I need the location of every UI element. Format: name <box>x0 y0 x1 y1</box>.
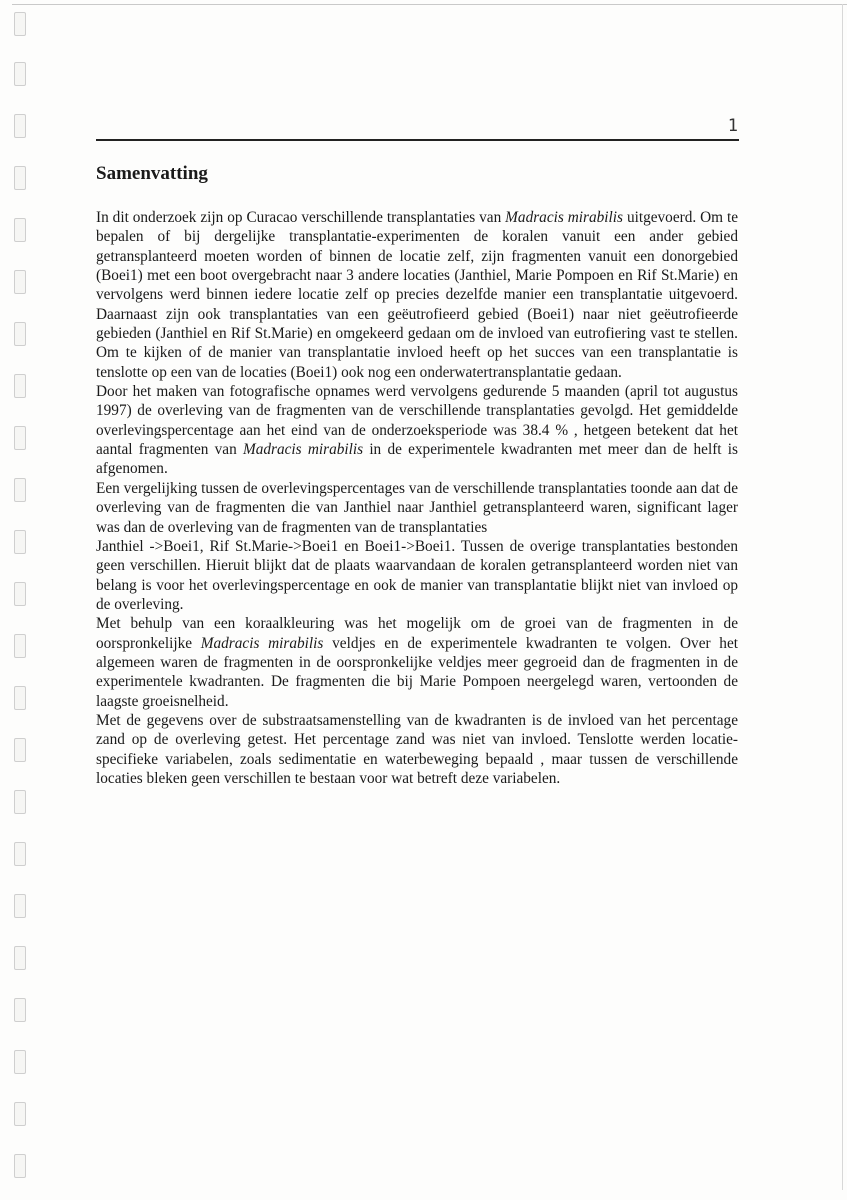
paragraph-4 <box>96 614 738 711</box>
binding-holes <box>14 0 34 1200</box>
binding-hole <box>14 738 26 762</box>
binding-hole <box>14 582 26 606</box>
paragraph-5-text: Met de gegevens over de substraatsamenstelling van de kwadranten is de invloed van het percentage zand op de overleving getest. Het percentage zand was niet van invloed. Tenslotte werden locatie-specifieke variabelen, zoals sedimentatie en waterbeweging bepaald , maar tussen de verschillende locaties bleken geen verschillen te bestaan voor wat betreft deze variabelen. <box>96 711 738 787</box>
binding-hole <box>14 426 26 450</box>
paragraph-1-text-b: uitgevoerd. Om te bepalen of bij dergelijke transplantatie-experimenten de koralen vanuit een ander gebied getransplanteerd moeten worden of binnen de locatie zelf, zijn fragmenten vanuit een donorgebied (Boei1) met een boot overgebracht naar 3 andere locaties (Janthiel, Marie Pompoen en Rif St.Marie) en vervolgens werd binnen iedere locatie zelf op precies dezelfde manier een transplantatie uitgevoerd. Daarnaast zijn ook transplantaties van een geëutrofieerd gebied (Boei1) naar niet geëutrofieerde gebieden (Janthiel en Rif St.Marie) en omgekeerd gedaan om de invloed van eutrofiering vast te stellen. Om te kijken of de manier van transplantatie invloed heeft op het succes van een transplantatie is tenslotte op een van de locaties (Boei1) ook nog een onderwatertransplantatie gedaan. <box>96 209 739 381</box>
species-name: Madracis mirabilis <box>242 441 364 459</box>
binding-hole <box>14 270 26 294</box>
binding-hole <box>14 894 26 918</box>
paragraph-5 <box>96 711 738 788</box>
binding-hole <box>14 218 26 242</box>
binding-hole <box>14 842 26 866</box>
section-title: Samenvatting <box>96 163 208 184</box>
binding-hole <box>14 1102 26 1126</box>
page-right-edge <box>842 4 843 1190</box>
species-name: Madracis mirabilis <box>505 209 623 226</box>
binding-hole <box>14 998 26 1022</box>
paragraph-2-text-a: Door het maken van fotografische opnames werd vervolgens gedurende 5 maanden (april tot augustus 1997) de overleving van de fragmenten van de verschillende transplantaties gevolgd. Het gemiddelde overlevingspercentage aan het eind van de onderzoeksperiode was 38.4 % , hetgeen betekent dat het aantal fragmenten van <box>96 383 738 459</box>
paragraph-3-text-a: Een vergelijking tussen de overlevingspercentages van de verschillende transplantaties toonde aan dat de overleving van de fragmenten die van Janthiel naar Janthiel getransplanteerd waren, significant lager was dan de overleving van de fragmenten van de transplantaties <box>96 479 738 536</box>
binding-hole <box>14 1050 26 1074</box>
header-rule <box>96 139 739 141</box>
paragraph-2-text-b: in de experimentele kwadranten met meer dan de helft is afgenomen. <box>96 441 738 478</box>
paragraph-4-text-a: Met behulp van een koraalkleuring was het mogelijk om de groei van de fragmenten in de oorspronkelijke <box>96 615 738 652</box>
paragraph-4-text-b: veldjes en de experimentele kwadranten te volgen. Over het algemeen waren de fragmenten in de oorspronkelijke veldjes meer gegroeid dan de fragmenten in de experimentele kwadranten. De fragmenten die bij Marie Pompoen neergelegd waren, vertoonden de laagste groeisnelheid. <box>96 634 738 710</box>
binding-hole <box>14 790 26 814</box>
paragraph-1-text-a: In dit onderzoek zijn op Curacao verschillende transplantaties van <box>96 209 502 226</box>
page-top-edge <box>12 4 847 5</box>
binding-hole <box>14 634 26 658</box>
binding-hole <box>14 166 26 190</box>
paragraph-2 <box>96 382 738 479</box>
binding-hole <box>14 62 26 86</box>
paragraph-1 <box>96 208 738 382</box>
paragraph-3-text-b: Janthiel ->Boei1, Rif St.Marie->Boei1 en Boei1->Boei1. Tussen de overige transplantaties bestonden geen verschillen. Hieruit blijkt dat de plaats waarvandaan de koralen getransplanteerd worden niet van belang is voor het overlevingspercentage en ook de manier van transplantatie blijkt niet van invloed op de overleving. <box>96 537 738 613</box>
species-name: Madracis mirabilis <box>200 634 324 652</box>
binding-hole <box>14 322 26 346</box>
paragraph-3 <box>96 479 738 614</box>
binding-hole <box>14 374 26 398</box>
binding-hole <box>14 478 26 502</box>
binding-hole <box>14 686 26 710</box>
binding-hole <box>14 1154 26 1178</box>
binding-hole <box>14 946 26 970</box>
binding-hole <box>14 530 26 554</box>
summary-body <box>96 208 738 788</box>
binding-hole <box>14 114 26 138</box>
binding-hole <box>14 12 26 36</box>
page-number: 1 <box>727 116 738 136</box>
